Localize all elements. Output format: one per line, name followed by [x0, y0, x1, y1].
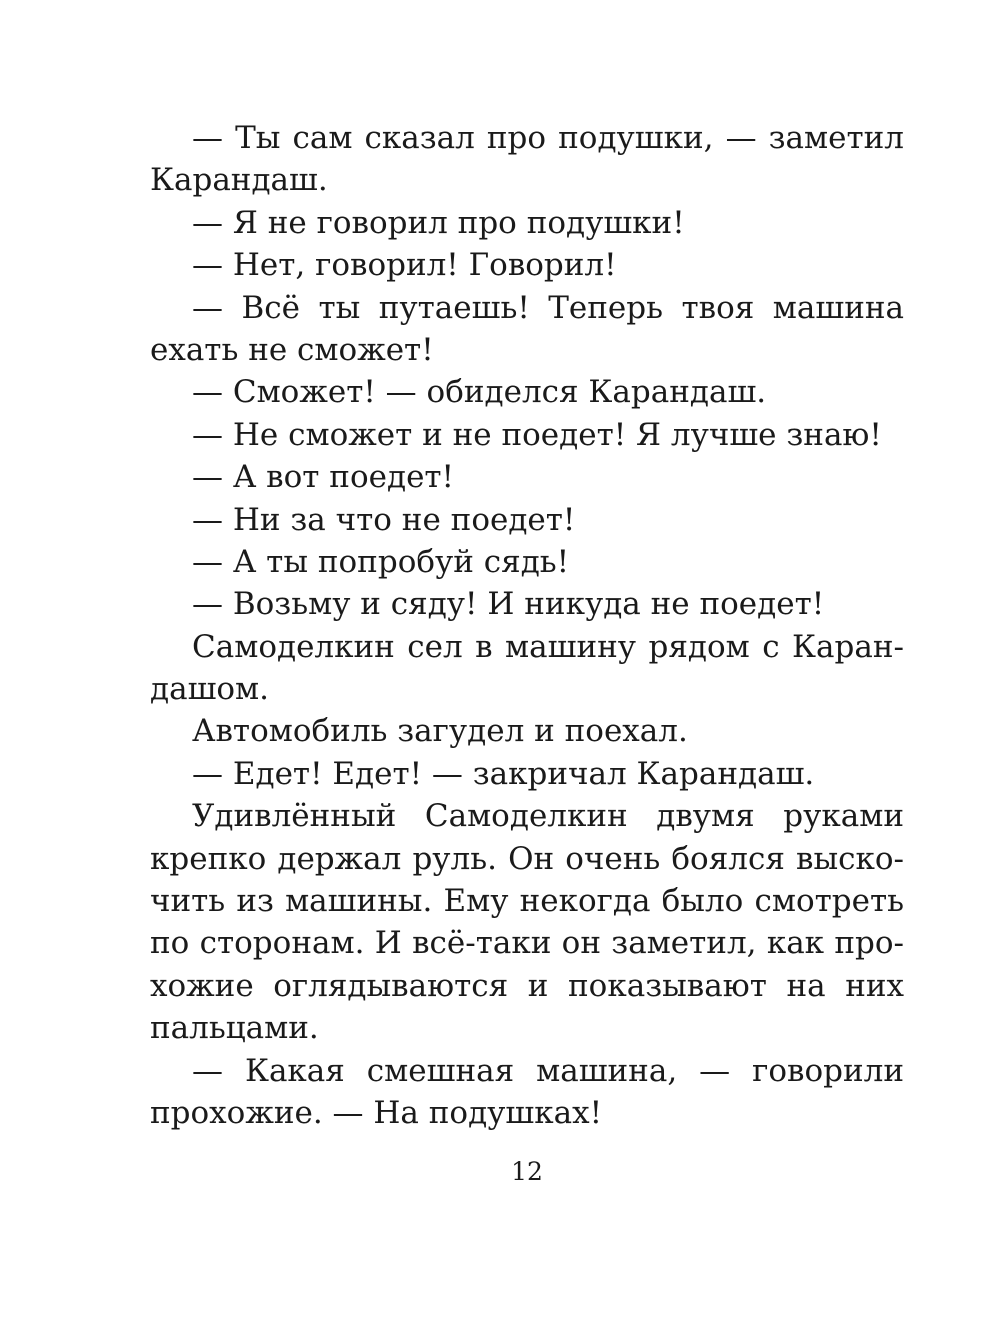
text-line: — Нет, говорил! Говорил! — [192, 247, 617, 284]
text-line: пальцами. — [150, 1010, 319, 1047]
text-line: — Возьму и сяду! И никуда не поедет! — [192, 586, 825, 623]
text-line: — Какая смешная машина, — говорили — [192, 1052, 904, 1089]
text-line: Удивлённый Самоделкин двумя руками — [192, 798, 904, 835]
text-line: — А вот поедет! — [192, 459, 455, 496]
text-line: дашом. — [150, 671, 270, 708]
text-line: прохожие. — На подушках! — [150, 1094, 603, 1131]
text-line: ехать не сможет! — [150, 331, 434, 368]
text-line: — Ни за что не поедет! — [192, 501, 576, 538]
text-line: по сторонам. И всё-таки он заметил, как про- — [150, 925, 904, 962]
text-line: Автомобиль загудел и поехал. — [192, 713, 688, 750]
text-line: хожие оглядываются и показывают на них — [150, 967, 904, 1004]
text-line: — Сможет! — обиделся Карандаш. — [192, 374, 767, 411]
text-line: — Не сможет и не поедет! Я лучше знаю! — [192, 416, 882, 453]
text-line: Карандаш. — [150, 162, 328, 199]
text-line: — Всё ты путаешь! Теперь твоя машина — [192, 289, 904, 326]
text-line: — Я не говорил про подушки! — [192, 204, 685, 241]
text-line: Самоделкин сел в машину рядом с Каран- — [192, 628, 904, 665]
body-text — [150, 117, 904, 1134]
text-line: — А ты попробуй сядь! — [192, 543, 570, 580]
text-line: чить из машины. Ему некогда было смотреть — [150, 883, 904, 920]
text-line: — Ты сам сказал про подушки, — заметил — [192, 120, 904, 156]
text-line: — Едет! Едет! — закричал Карандаш. — [192, 755, 815, 792]
page-number: 12 — [511, 1157, 543, 1186]
text-line: крепко держал руль. Он очень боялся выско- — [150, 840, 904, 877]
